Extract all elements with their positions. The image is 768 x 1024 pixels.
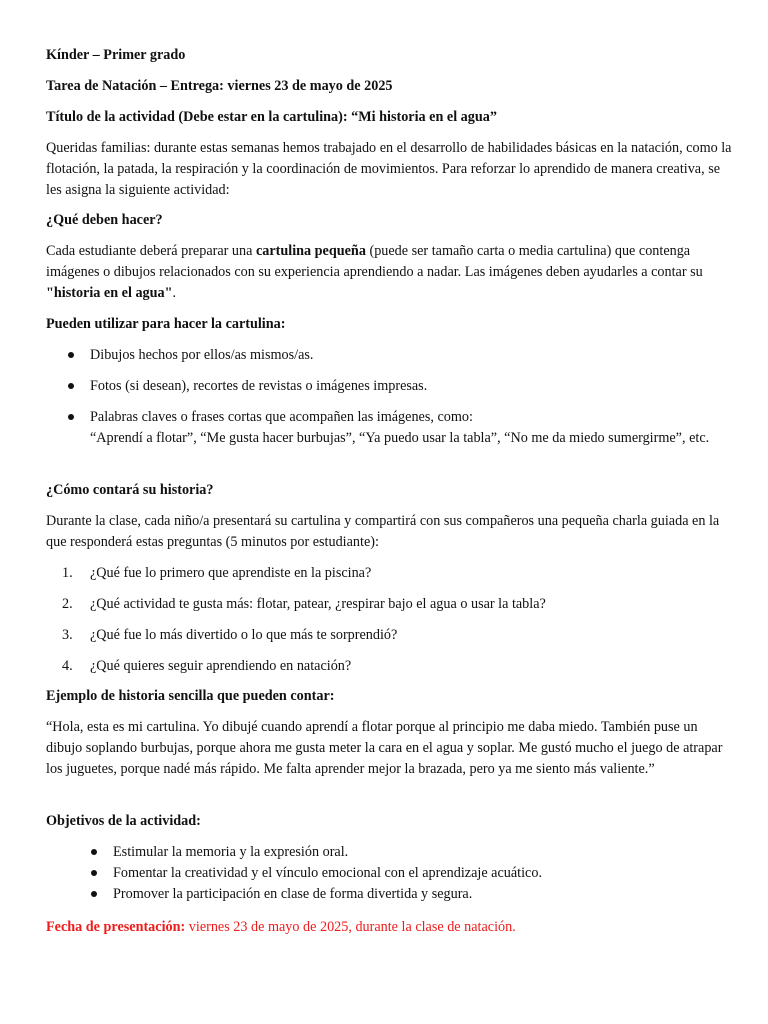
- what-bold-1: cartulina pequeña: [255, 243, 366, 259]
- materials-item-text: Palabras claves o frases cortas que acompañen las imágenes, como:: [90, 409, 473, 425]
- objectives-heading: Objetivos de la actividad:: [46, 813, 201, 829]
- example-heading: Ejemplo de historia sencilla que pueden contar:: [46, 688, 335, 704]
- bullet-icon: [91, 870, 97, 876]
- example-paragraph: “Hola, esta es mi cartulina. Yo dibujé cuando aprendí a flotar porque al principio me daba miedo. También puse un dibujo soplando burbujas, porque ahora me gusta meter la cara en el agua y soplar. Me gustó mucho el juego de atrapar los juguetes, porque nadé más rápido. Me falta aprender mejor la brazada, pero ya me siento más valiente.”: [46, 719, 723, 777]
- bullet-icon: [91, 849, 97, 855]
- what-paragraph: [46, 241, 736, 304]
- objective-item: Fomentar la creatividad y el vínculo emocional con el aprendizaje acuático.: [113, 865, 542, 881]
- task-line: Tarea de Natación – Entrega: viernes 23 de mayo de 2025: [46, 78, 393, 94]
- what-text-2: (puede ser tamaño carta o media cartulina) que contenga imágenes o dibujos relacionados con su experiencia aprendiendo a nadar. Las imágenes deben ayudarles a contar su: [46, 243, 703, 280]
- question-number: 3.: [62, 627, 73, 643]
- question-item: ¿Qué actividad te gusta más: flotar, patear, ¿respirar bajo el agua o usar la tabla?: [90, 596, 546, 612]
- what-text-1: Cada estudiante deberá preparar una: [46, 243, 256, 259]
- bullet-icon: [68, 414, 74, 420]
- what-bold-2: "historia en el agua": [46, 285, 173, 301]
- what-heading: ¿Qué deben hacer?: [46, 212, 163, 228]
- bullet-icon: [68, 352, 74, 358]
- activity-title: Título de la actividad (Debe estar en la cartulina): “Mi historia en el agua”: [46, 109, 497, 125]
- how-paragraph: Durante la clase, cada niño/a presentará su cartulina y compartirá con sus compañeros una pequeña charla guiada en la que responderá estas preguntas (5 minutos por estudiante):: [46, 513, 720, 550]
- materials-heading: Pueden utilizar para hacer la cartulina:: [46, 316, 286, 332]
- materials-examples: “Aprendí a flotar”, “Me gusta hacer burbujas”, “Ya puedo usar la tabla”, “No me da miedo sumergirme”, etc.: [90, 430, 710, 446]
- presentation-line: [46, 917, 736, 938]
- question-item: ¿Qué quieres seguir aprendiendo en natación?: [90, 658, 352, 674]
- what-text-3: .: [172, 285, 177, 301]
- question-number: 1.: [62, 565, 73, 581]
- materials-item: Dibujos hechos por ellos/as mismos/as.: [90, 347, 314, 363]
- question-item: ¿Qué fue lo más divertido o lo que más te sorprendió?: [90, 627, 398, 643]
- question-number: 4.: [62, 658, 73, 674]
- grade-line: Kínder – Primer grado: [46, 47, 186, 63]
- objective-item: Promover la participación en clase de forma divertida y segura.: [113, 886, 473, 902]
- question-item: ¿Qué fue lo primero que aprendiste en la piscina?: [90, 565, 372, 581]
- materials-item: [90, 407, 736, 449]
- presentation-label: Fecha de presentación:: [46, 919, 186, 935]
- presentation-date: viernes 23 de mayo de 2025, durante la clase de natación.: [185, 919, 516, 935]
- bullet-icon: [91, 891, 97, 897]
- how-heading: ¿Cómo contará su historia?: [46, 482, 214, 498]
- materials-item: Fotos (si desean), recortes de revistas o imágenes impresas.: [90, 378, 428, 394]
- objective-item: Estimular la memoria y la expresión oral.: [113, 844, 349, 860]
- intro-paragraph: Queridas familias: durante estas semanas hemos trabajado en el desarrollo de habilidades básicas en la natación, como la flotación, la patada, la respiración y la coordinación de movimientos. Para reforzar lo aprendido de manera creativa, se les asigna la siguiente actividad:: [46, 140, 732, 198]
- question-number: 2.: [62, 596, 73, 612]
- bullet-icon: [68, 383, 74, 389]
